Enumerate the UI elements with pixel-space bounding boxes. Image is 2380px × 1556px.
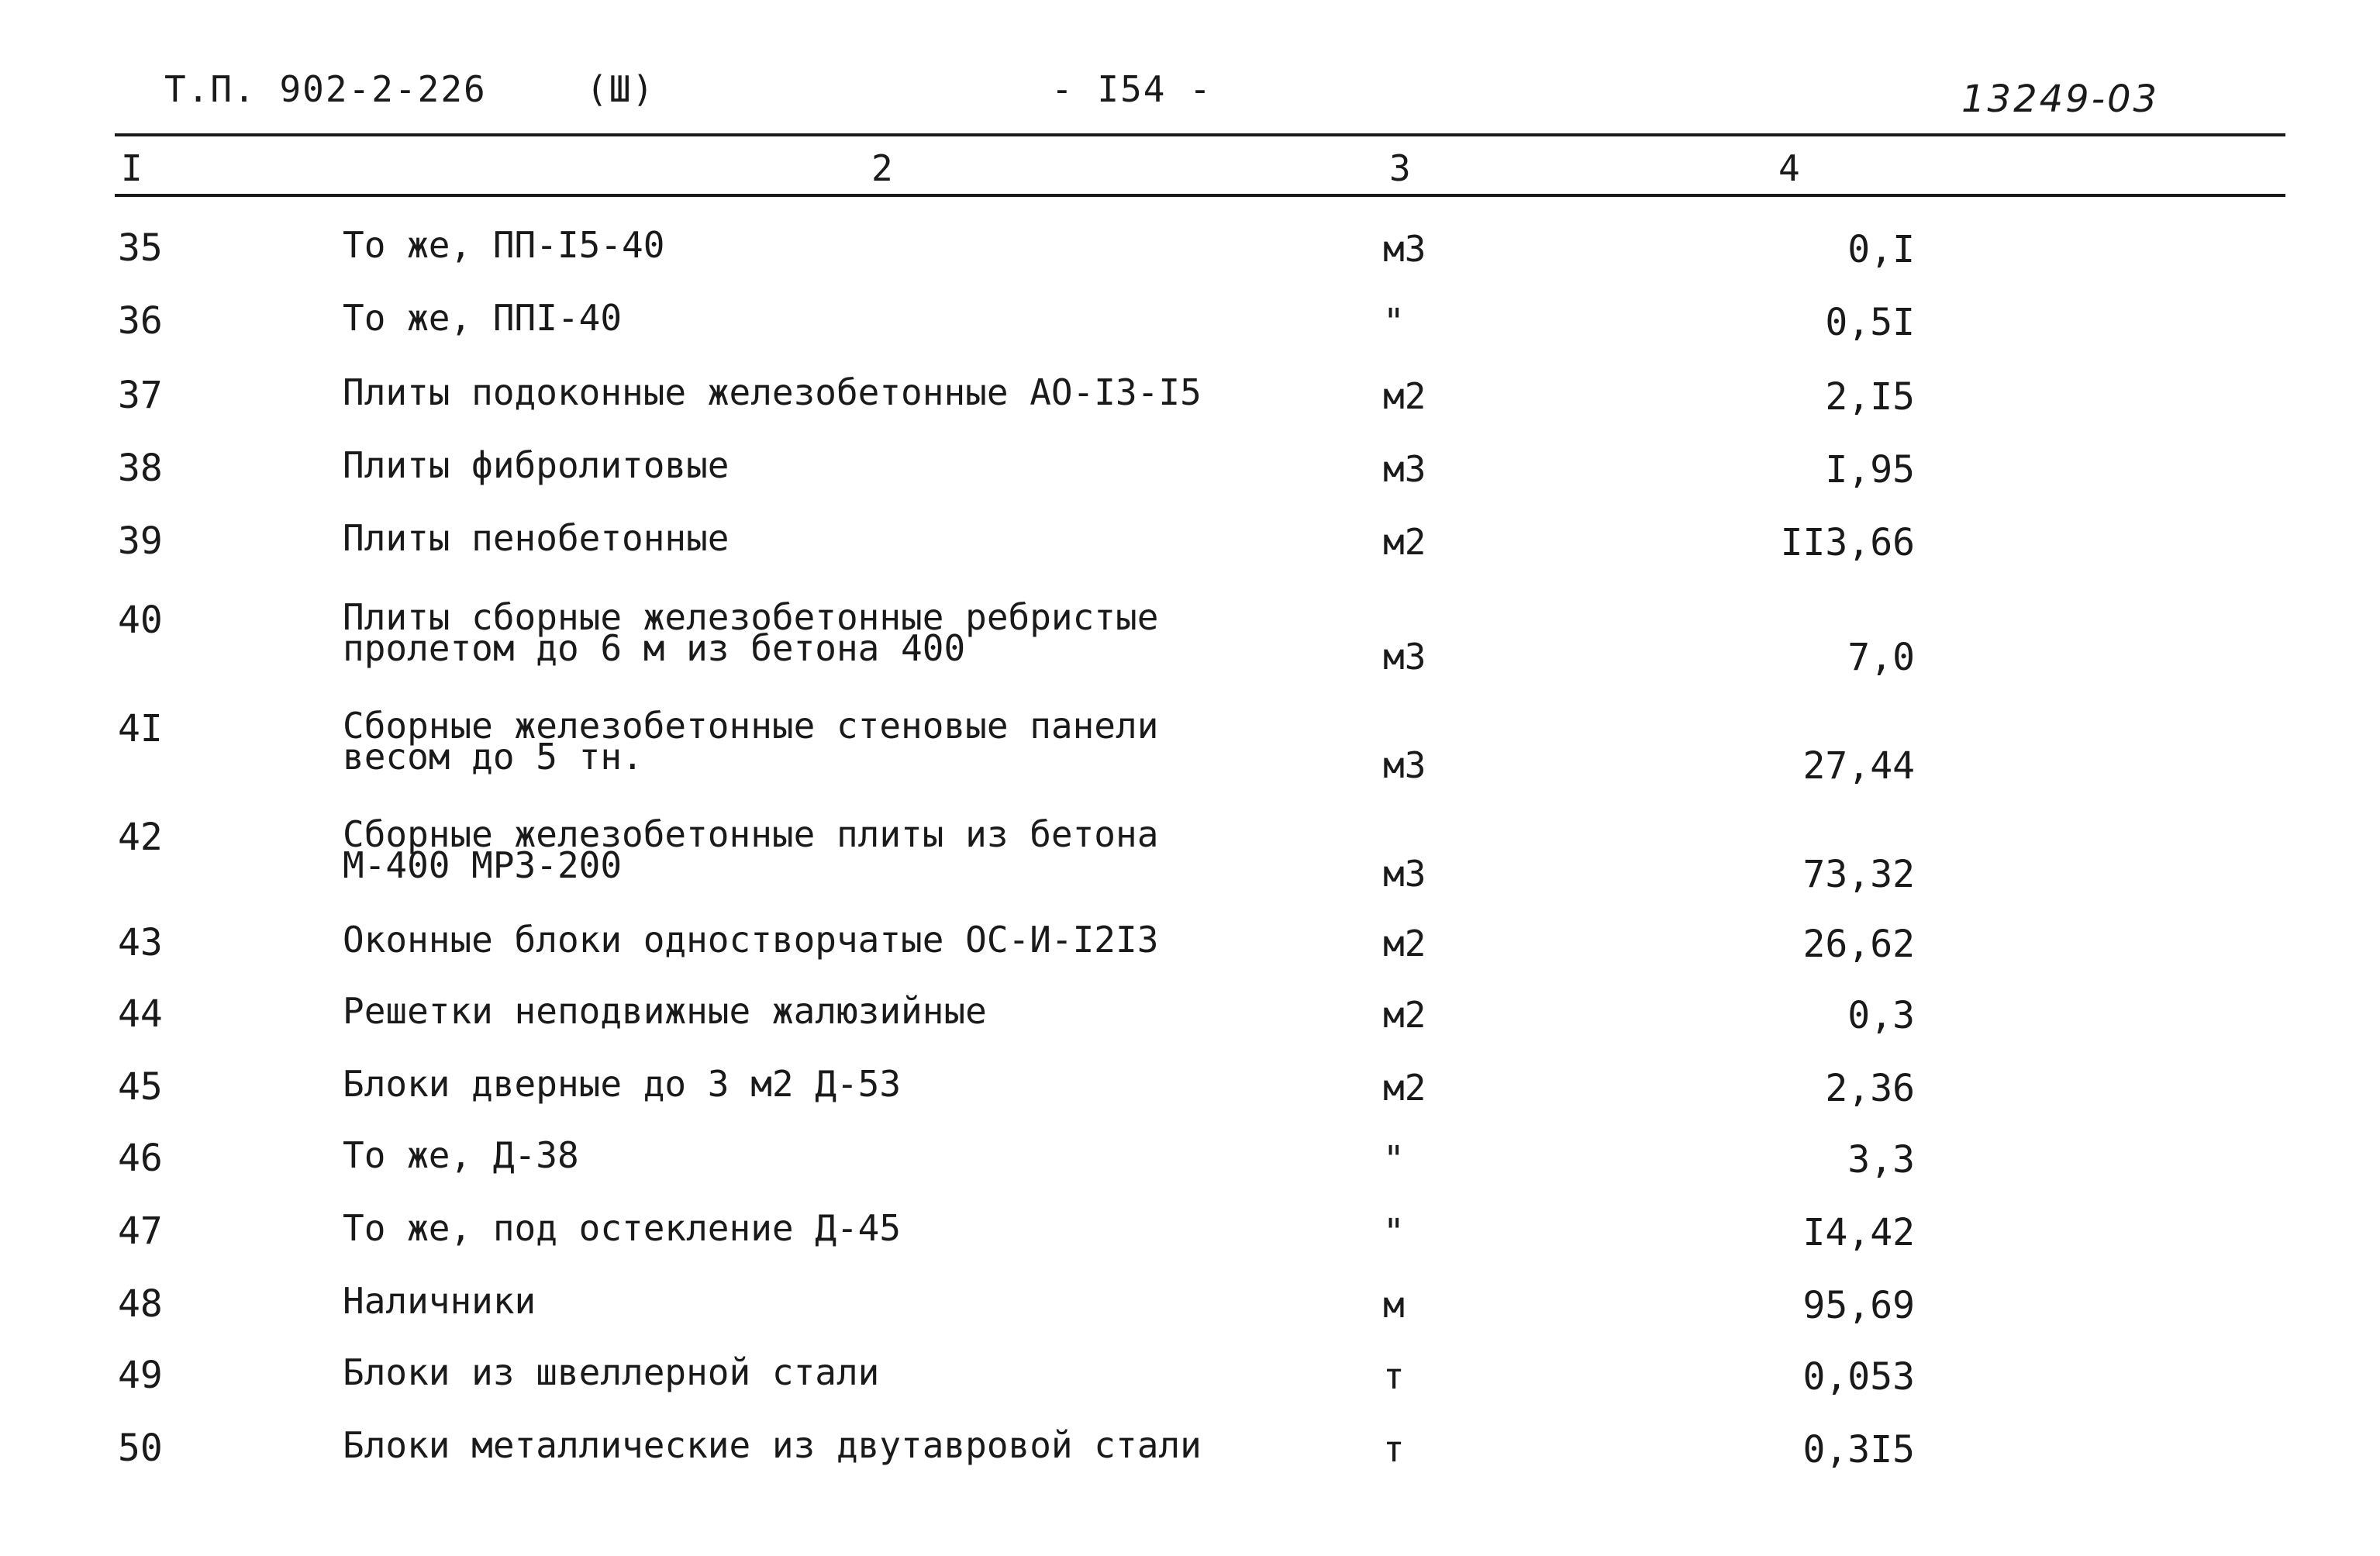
row-quantity: I4,42 xyxy=(1802,1211,1915,1254)
row-description: Наличники xyxy=(343,1280,536,1322)
row-quantity: 0,3 xyxy=(1847,994,1915,1037)
row-description: То же, Д-38 xyxy=(343,1134,579,1176)
row-number: 38 xyxy=(118,447,163,490)
row-number: 45 xyxy=(118,1065,163,1109)
row-description: Плиты сборные железобетонные ребристые пролетом до 6 м из бетона 400 xyxy=(343,596,1159,669)
row-description: Сборные железобетонные стеновые панели весом до 5 тн. xyxy=(343,705,1159,778)
row-description: Плиты пенобетонные xyxy=(343,517,730,559)
row-description: Блоки дверные до 3 м2 Д-53 xyxy=(343,1063,902,1105)
row-unit: " xyxy=(1383,1138,1405,1180)
row-unit: м3 xyxy=(1383,744,1426,786)
row-number: 36 xyxy=(118,299,163,343)
column-header-4: 4 xyxy=(1778,147,1800,189)
row-quantity: 0,5I xyxy=(1825,301,1915,344)
row-description: То же, ППI-40 xyxy=(343,297,623,339)
row-unit: м2 xyxy=(1383,994,1426,1036)
row-number: 43 xyxy=(118,921,163,964)
row-quantity: 0,053 xyxy=(1802,1355,1915,1399)
row-unit: м3 xyxy=(1383,448,1426,490)
row-quantity: 0,3I5 xyxy=(1802,1428,1915,1471)
row-number: 37 xyxy=(118,374,163,417)
row-unit: " xyxy=(1383,301,1405,343)
row-unit: м xyxy=(1383,1284,1405,1326)
row-unit: т xyxy=(1383,1355,1405,1397)
row-quantity: 7,0 xyxy=(1847,636,1915,679)
row-number: 50 xyxy=(118,1427,163,1470)
column-header-1: I xyxy=(121,147,143,189)
row-quantity: 26,62 xyxy=(1802,923,1915,966)
row-quantity: II3,66 xyxy=(1780,521,1915,564)
row-quantity: 3,3 xyxy=(1847,1138,1915,1182)
row-quantity: 0,I xyxy=(1847,228,1915,271)
row-number: 42 xyxy=(118,816,163,859)
row-quantity: 73,32 xyxy=(1802,853,1915,896)
row-unit: м3 xyxy=(1383,636,1426,678)
row-description: То же, ПП-I5-40 xyxy=(343,224,665,266)
row-number: 48 xyxy=(118,1282,163,1326)
row-number: 40 xyxy=(118,599,163,642)
row-number: 47 xyxy=(118,1209,163,1253)
row-description: Решетки неподвижные жалюзийные xyxy=(343,990,987,1032)
row-unit: м2 xyxy=(1383,923,1426,964)
row-number: 4I xyxy=(118,707,163,750)
column-header-2: 2 xyxy=(871,147,893,189)
row-number: 49 xyxy=(118,1354,163,1397)
row-number: 35 xyxy=(118,226,163,270)
row-description: Сборные железобетонные плиты из бетона М-400 МРЗ-200 xyxy=(343,813,1159,886)
document-code: Т.П. 902-2-226 xyxy=(164,68,487,110)
sheet-mark: (Ш) xyxy=(586,68,656,110)
row-unit: м2 xyxy=(1383,521,1426,563)
row-unit: м2 xyxy=(1383,375,1426,417)
row-unit: " xyxy=(1383,1211,1405,1253)
row-quantity: 2,36 xyxy=(1825,1067,1915,1110)
row-description: Плиты фибролитовые xyxy=(343,444,730,486)
row-quantity: 27,44 xyxy=(1802,744,1915,788)
row-description: То же, под остекление Д-45 xyxy=(343,1207,902,1249)
row-unit: м3 xyxy=(1383,228,1426,270)
row-description: Плиты подоконные железобетонные АО-I3-I5 xyxy=(343,371,1202,413)
row-description: Блоки из швеллерной стали xyxy=(343,1351,880,1393)
row-unit: м3 xyxy=(1383,853,1426,895)
row-number: 39 xyxy=(118,519,163,563)
page-number: - I54 - xyxy=(1051,68,1212,110)
row-quantity: 95,69 xyxy=(1802,1284,1915,1327)
row-unit: м2 xyxy=(1383,1067,1426,1109)
reference-number: 13249-03 xyxy=(1961,78,2160,121)
column-header-3: 3 xyxy=(1389,147,1411,189)
row-description: Блоки металлические из двутавровой стали xyxy=(343,1424,1202,1466)
row-number: 46 xyxy=(118,1137,163,1180)
row-unit: т xyxy=(1383,1428,1405,1470)
row-description: Оконные блоки одностворчатые ОС-И-I2I3 xyxy=(343,919,1159,961)
row-quantity: 2,I5 xyxy=(1825,375,1915,419)
row-number: 44 xyxy=(118,992,163,1036)
row-quantity: I,95 xyxy=(1825,448,1915,492)
